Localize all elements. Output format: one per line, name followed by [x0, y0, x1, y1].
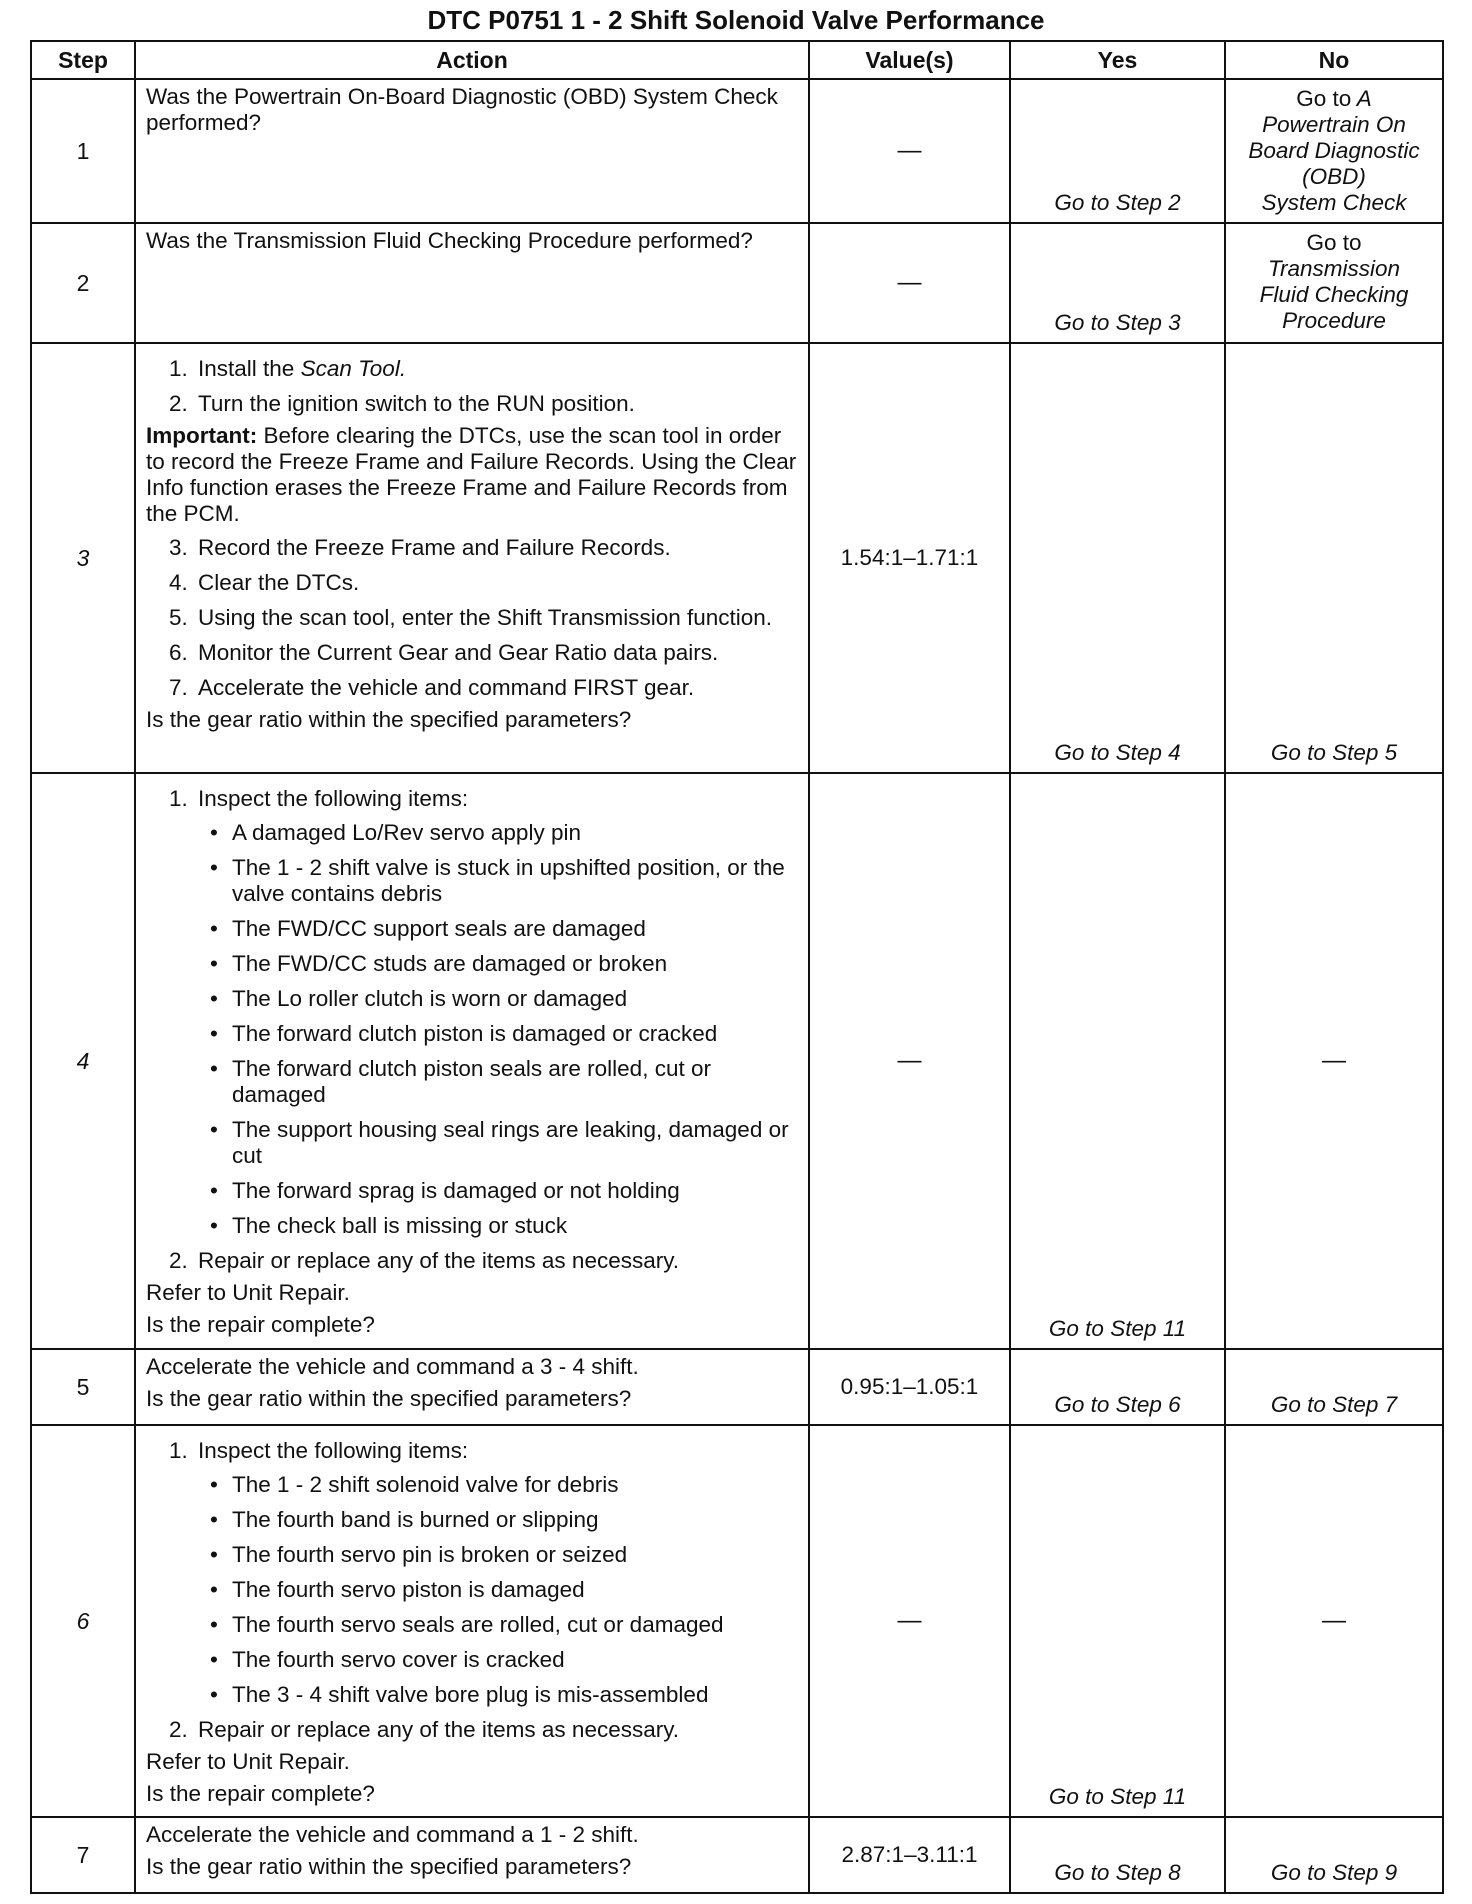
question: Is the gear ratio within the specified parameters? — [146, 707, 632, 732]
no-line: System Check — [1261, 190, 1407, 215]
value-dash: — — [897, 1047, 922, 1074]
yes-link[interactable]: Go to Step 11 — [1010, 773, 1225, 1349]
step-number: 2 — [31, 223, 135, 343]
table-row — [31, 343, 1443, 773]
diagnostic-table — [30, 40, 1444, 1894]
no-link[interactable]: Go to Step 5 — [1225, 343, 1443, 773]
no-cell — [1225, 773, 1443, 1349]
header-yes: Yes — [1010, 41, 1225, 79]
step-number: 1 — [31, 79, 135, 223]
procedure-step: 2. Repair or replace any of the items as necessary. — [194, 1248, 798, 1274]
question: Is the gear ratio within the specified parameters? — [146, 1386, 632, 1411]
no-link[interactable]: Go to Step 9 — [1225, 1817, 1443, 1893]
header-action: Action — [135, 41, 809, 79]
no-prefix: Go to — [1306, 230, 1362, 255]
important-label: Important: — [146, 423, 258, 448]
procedure-step: 6. Monitor the Current Gear and Gear Ratio data pairs. — [194, 640, 798, 666]
list-item: • The FWD/CC support seals are damaged — [232, 916, 798, 942]
action-text: Accelerate the vehicle and command a 1 - 2 shift. — [146, 1822, 639, 1847]
value-cell — [809, 773, 1010, 1349]
list-item: • The FWD/CC studs are damaged or broken — [232, 951, 798, 977]
important-note — [146, 423, 798, 527]
table-row — [31, 223, 1443, 343]
value-cell: 1.54:1–1.71:1 — [809, 343, 1010, 773]
no-cell — [1225, 1425, 1443, 1817]
step-number: 3 — [31, 343, 135, 773]
procedure-steps — [146, 1438, 798, 1743]
inspection-items — [198, 1472, 798, 1708]
no-link[interactable] — [1225, 79, 1443, 223]
yes-link[interactable]: Go to Step 8 — [1010, 1817, 1225, 1893]
list-item: • The check ball is missing or stuck — [232, 1213, 798, 1239]
no-dash: — — [1322, 1047, 1346, 1074]
value-cell — [809, 79, 1010, 223]
table-row — [31, 1349, 1443, 1425]
no-line: Powertrain On — [1262, 112, 1406, 137]
step-number: 7 — [31, 1817, 135, 1893]
no-link[interactable] — [1225, 223, 1443, 343]
procedure-step: 7. Accelerate the vehicle and command FIRST gear. — [194, 675, 798, 701]
table-row — [31, 773, 1443, 1349]
list-item: • The forward clutch piston is damaged or cracked — [232, 1021, 798, 1047]
refer-note: Refer to Unit Repair. — [146, 1280, 350, 1305]
action-text: Accelerate the vehicle and command a 3 - 4 shift. — [146, 1354, 639, 1379]
value-dash: — — [897, 269, 922, 296]
table-row — [31, 1817, 1443, 1893]
action-cell — [135, 1349, 809, 1425]
yes-link[interactable]: Go to Step 2 — [1010, 79, 1225, 223]
no-dash: — — [1322, 1607, 1346, 1634]
refer-note: Refer to Unit Repair. — [146, 1749, 350, 1774]
list-item: • The forward sprag is damaged or not holding — [232, 1178, 798, 1204]
procedure-steps — [146, 786, 798, 1274]
table-row — [31, 79, 1443, 223]
procedure-step: 1. Inspect the following items: • The 1 - 2 shift solenoid valve for debris • The fourth band is burned or slipping • The fourth servo pin is broken or seized • The fourth servo piston is damaged • The fourth servo seals are rolled, cut or damaged • The fourth servo cover is cracked • The 3 - 4 shift valve bore plug is mis-assembled — [194, 1438, 798, 1708]
inspection-items — [198, 820, 798, 1239]
action-cell — [135, 1817, 809, 1893]
procedure-step: 2. Turn the ignition switch to the RUN position. — [194, 391, 798, 417]
action-cell — [135, 79, 809, 223]
value-cell: 2.87:1–3.11:1 — [809, 1817, 1010, 1893]
no-line: Transmission — [1267, 256, 1401, 281]
no-line: Board Diagnostic — [1248, 138, 1420, 163]
yes-link[interactable]: Go to Step 6 — [1010, 1349, 1225, 1425]
step-number: 4 — [31, 773, 135, 1349]
question: Was the Transmission Fluid Checking Procedure performed? — [146, 228, 753, 253]
header-row — [31, 41, 1443, 79]
list-item: • The Lo roller clutch is worn or damaged — [232, 986, 798, 1012]
list-item: • The forward clutch piston seals are rolled, cut or damaged — [232, 1056, 798, 1108]
value-dash: — — [897, 1607, 922, 1634]
header-step: Step — [31, 41, 135, 79]
procedure-step: 1. Inspect the following items: • A damaged Lo/Rev servo apply pin • The 1 - 2 shift valve is stuck in upshifted position, or the valve contains debris • The FWD/CC support seals are damaged • The FWD/CC studs are damaged or broken • The Lo roller clutch is worn or damaged • The forward clutch piston is damaged or cracked • The forward clutch piston seals are rolled, cut or damaged • The support housing seal rings are leaking, damaged or cut • The forward sprag is damaged or not holding • The check ball is missing or stuck — [194, 786, 798, 1239]
procedure-step: 1. Install the Scan Tool. — [194, 356, 798, 382]
list-item: • A damaged Lo/Rev servo apply pin — [232, 820, 798, 846]
value-cell — [809, 1425, 1010, 1817]
procedure-step: 5. Using the scan tool, enter the Shift Transmission function. — [194, 605, 798, 631]
no-line: (OBD) — [1302, 164, 1366, 189]
procedure-steps — [146, 535, 798, 701]
procedure-step: 3. Record the Freeze Frame and Failure Records. — [194, 535, 798, 561]
procedure-step: 2. Repair or replace any of the items as necessary. — [194, 1717, 798, 1743]
value-dash: — — [897, 137, 922, 164]
yes-link[interactable]: Go to Step 3 — [1010, 223, 1225, 343]
question: Is the repair complete? — [146, 1781, 375, 1806]
document-title: DTC P0751 1 - 2 Shift Solenoid Valve Performance — [427, 5, 1045, 35]
scan-tool-ref: Scan Tool. — [300, 356, 407, 381]
action-cell — [135, 343, 809, 773]
list-item: • The fourth servo piston is damaged — [232, 1577, 798, 1603]
procedure-steps — [146, 356, 798, 417]
action-cell — [135, 223, 809, 343]
no-line: Procedure — [1282, 308, 1386, 333]
no-line: Fluid Checking — [1259, 282, 1409, 307]
list-item: • The 3 - 4 shift valve bore plug is mis-assembled — [232, 1682, 798, 1708]
value-cell — [809, 223, 1010, 343]
procedure-step: 4. Clear the DTCs. — [194, 570, 798, 596]
no-link[interactable]: Go to Step 7 — [1225, 1349, 1443, 1425]
yes-link[interactable]: Go to Step 11 — [1010, 1425, 1225, 1817]
no-prefix: Go to — [1296, 86, 1352, 111]
list-item: • The fourth band is burned or slipping — [232, 1507, 798, 1533]
list-item: • The support housing seal rings are leaking, damaged or cut — [232, 1117, 798, 1169]
step-number: 6 — [31, 1425, 135, 1817]
question: Was the Powertrain On-Board Diagnostic (OBD) System Check performed? — [146, 84, 778, 135]
action-cell — [135, 773, 809, 1349]
header-values: Value(s) — [809, 41, 1010, 79]
list-item: • The 1 - 2 shift valve is stuck in upshifted position, or the valve contains debris — [232, 855, 798, 907]
list-item: • The 1 - 2 shift solenoid valve for debris — [232, 1472, 798, 1498]
value-cell: 0.95:1–1.05:1 — [809, 1349, 1010, 1425]
important-text: Before clearing the DTCs, use the scan tool in order to record the Freeze Frame and Failure Records. Using the Clear Info function erases the Freeze Frame and Failure Records from the PCM. — [146, 423, 797, 526]
question: Is the repair complete? — [146, 1312, 375, 1337]
question: Is the gear ratio within the specified parameters? — [146, 1854, 632, 1879]
step-number: 5 — [31, 1349, 135, 1425]
header-no: No — [1225, 41, 1443, 79]
yes-link[interactable]: Go to Step 4 — [1010, 343, 1225, 773]
table-row — [31, 1425, 1443, 1817]
list-item: • The fourth servo seals are rolled, cut or damaged — [232, 1612, 798, 1638]
list-item: • The fourth servo cover is cracked — [232, 1647, 798, 1673]
list-item: • The fourth servo pin is broken or seized — [232, 1542, 798, 1568]
no-line: A — [1356, 86, 1372, 111]
action-cell — [135, 1425, 809, 1817]
